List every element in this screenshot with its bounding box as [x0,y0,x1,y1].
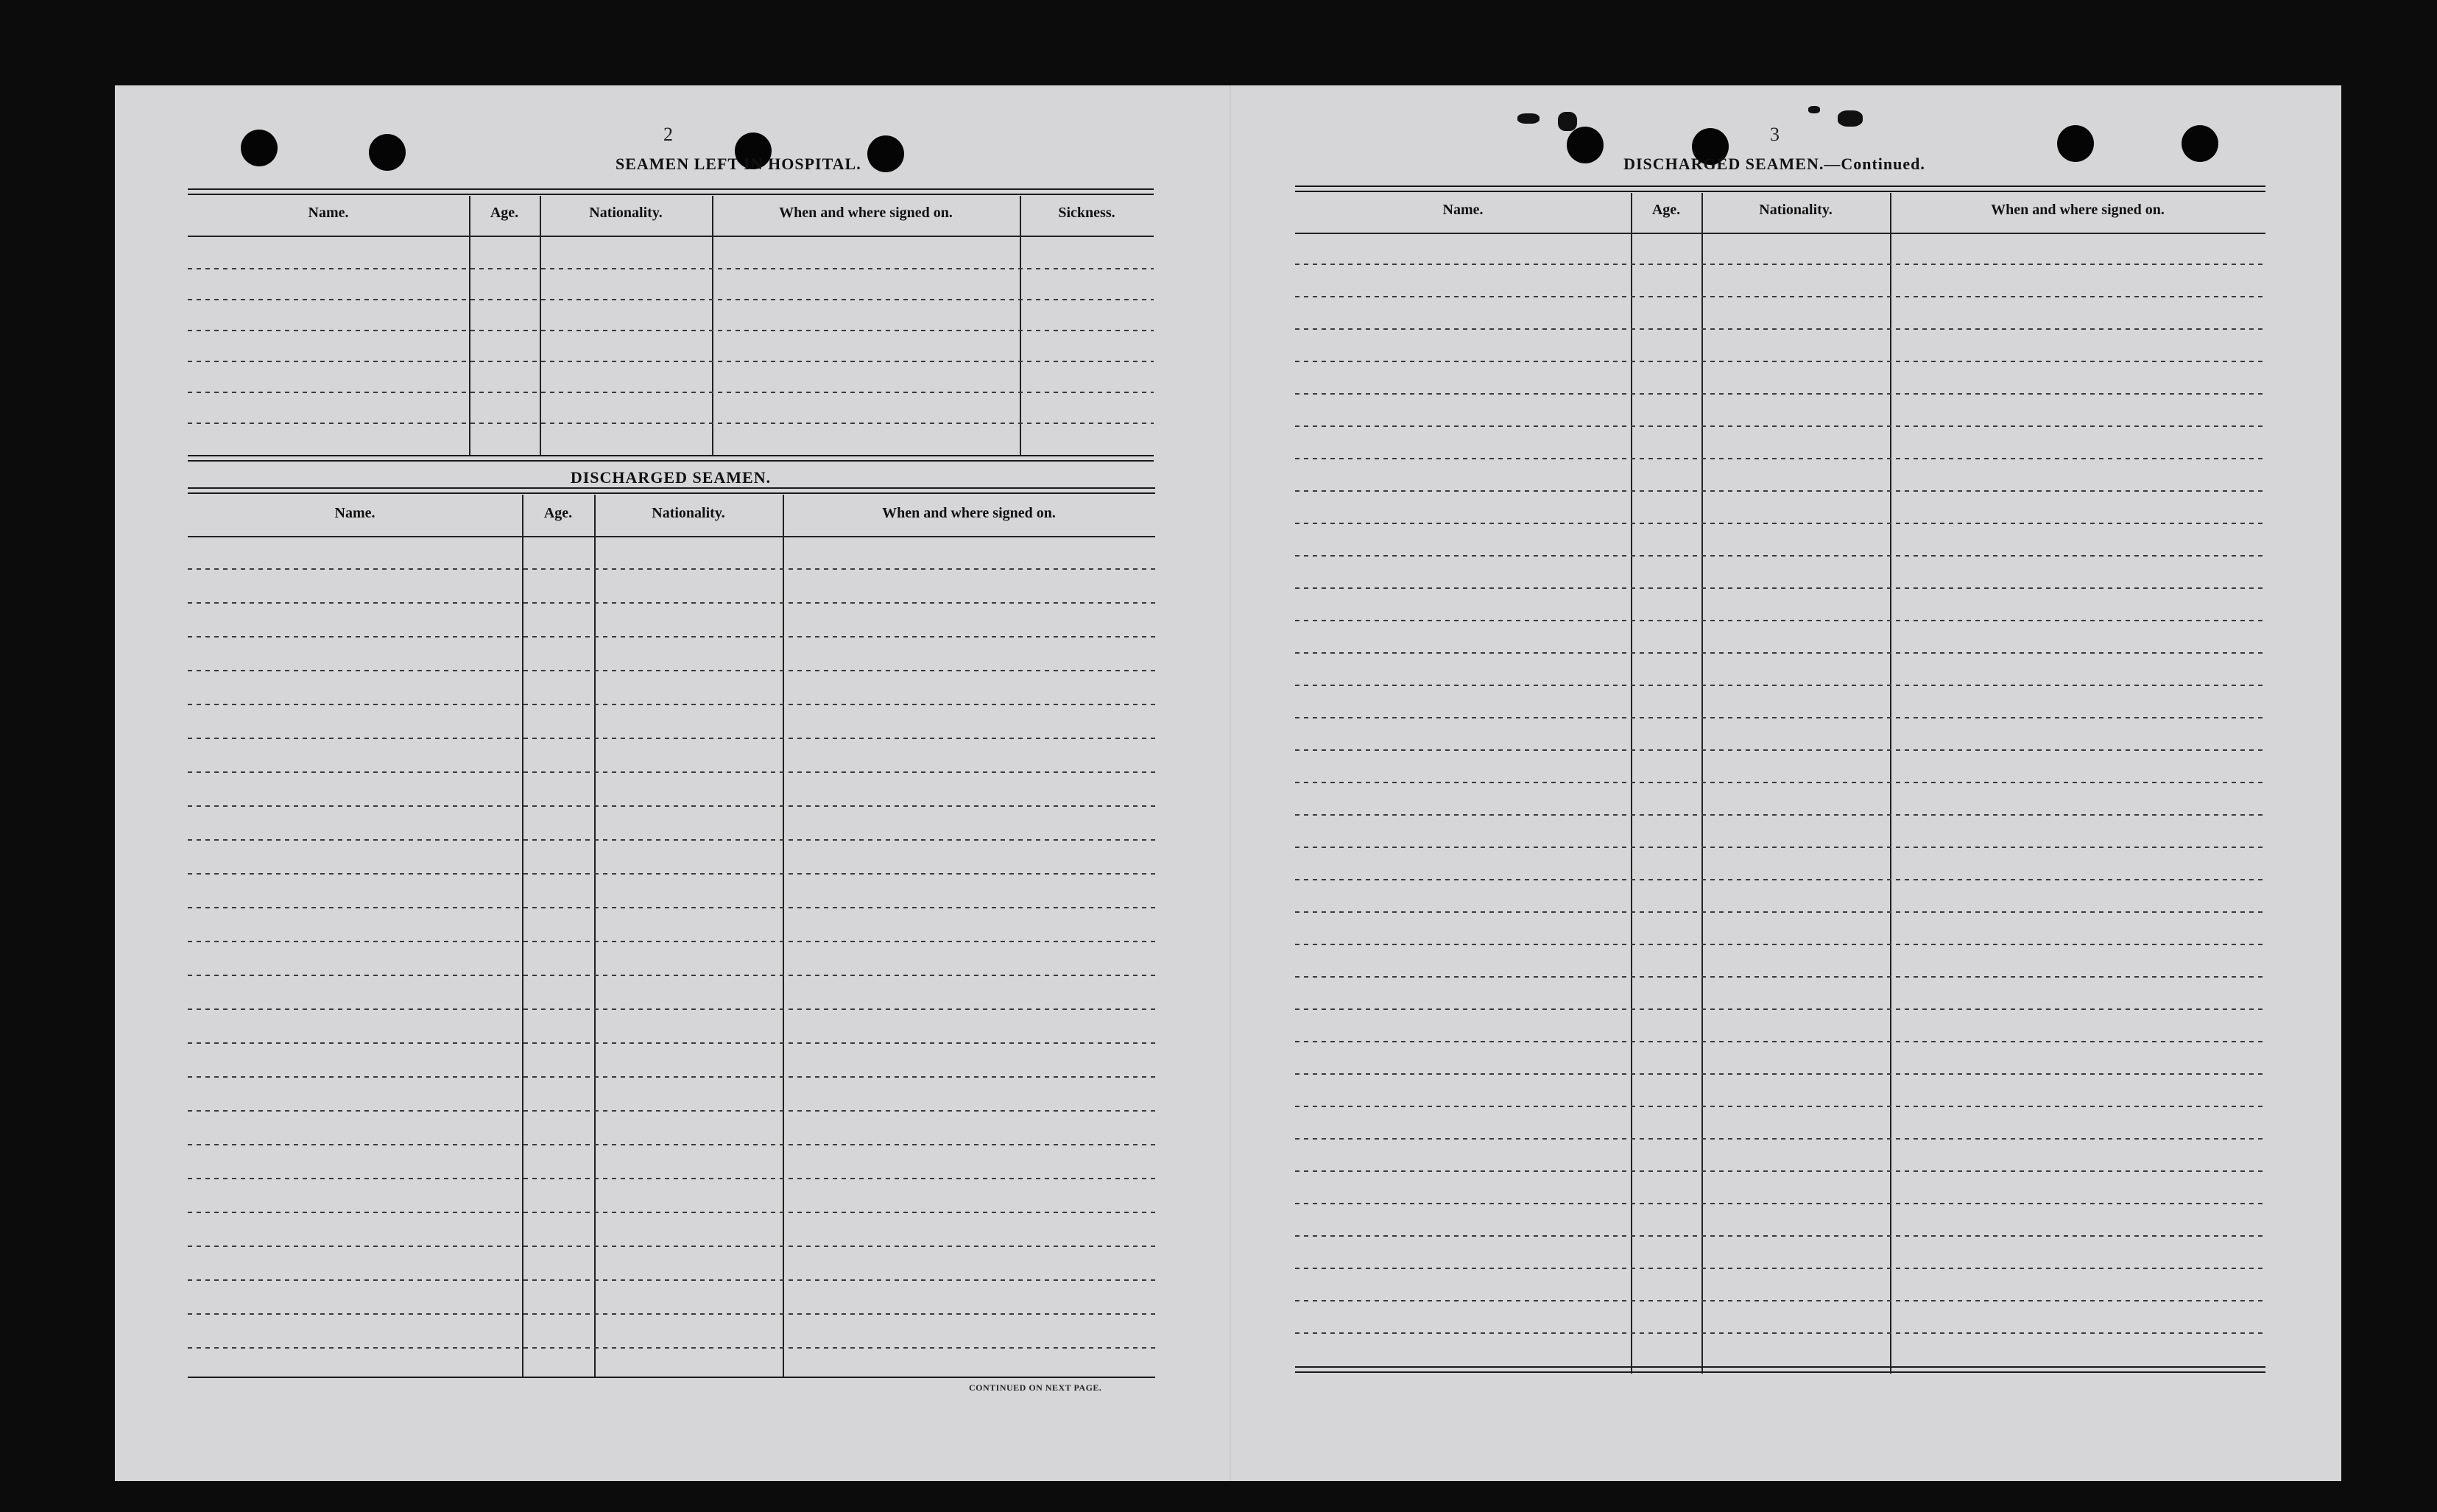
column-header-age: Age. [1651,202,1681,218]
entry-line [1295,425,2265,427]
entry-line [1295,652,2265,654]
continued-note: CONTINUED ON NEXT PAGE. [969,1382,1102,1393]
entry-line [188,602,1155,604]
entry-line [188,1279,1155,1281]
page-number-right: 3 [1770,124,1780,145]
entry-line [1295,911,2265,913]
column-header-nationality: Nationality. [652,505,725,521]
column-header-nationality: Nationality. [1759,202,1833,218]
entry-line [1295,1203,2265,1204]
entry-line [1295,1235,2265,1237]
entry-line [188,670,1155,671]
entry-line [1295,1332,2265,1334]
column-divider [540,196,541,455]
entry-line [1295,976,2265,978]
entry-line [1295,1008,2265,1010]
discharged-continued-title: DISCHARGED SEAMEN.—Continued. [1623,155,1925,173]
column-header-name: Name. [308,205,349,221]
column-divider [1020,196,1021,455]
column-header-signed-on: When and where signed on. [882,505,1056,521]
entry-line [1295,490,2265,492]
entry-line [1295,1170,2265,1172]
entry-line [1295,1041,2265,1042]
header-rule [188,536,1155,537]
hospital-section-title: SEAMEN LEFT IN HOSPITAL. [616,155,861,173]
header-rule [188,236,1154,237]
column-divider [594,495,596,1377]
column-header-name: Name. [1442,202,1484,218]
punch-hole [2182,125,2218,162]
column-header-sickness: Sickness. [1058,205,1115,221]
entry-line [188,392,1154,393]
entry-line [1295,749,2265,751]
hospital-table [188,188,1154,531]
discharged-table [188,487,1155,1385]
entry-line [188,839,1155,841]
punch-hole [867,135,904,172]
entry-line [1295,1300,2265,1301]
entry-line [188,636,1155,637]
entry-line [188,361,1154,362]
column-header-age: Age. [543,505,573,521]
entry-line [1295,1073,2265,1075]
column-divider [1890,193,1891,1374]
column-header-signed-on: When and where signed on. [779,205,953,221]
entry-line [1295,393,2265,395]
entry-line [1295,328,2265,330]
entry-line [188,873,1155,875]
entry-line [1295,361,2265,362]
entry-line [1295,523,2265,524]
entry-line [1295,555,2265,557]
entry-line [1295,879,2265,880]
column-divider [469,196,470,455]
entry-line [1295,264,2265,265]
ink-blot [1517,113,1540,124]
entry-line [188,941,1155,942]
entry-line [188,975,1155,976]
entry-line [188,907,1155,908]
entry-line [1295,685,2265,686]
ink-blot [1558,112,1577,131]
punch-hole [241,130,278,166]
entry-line [188,1347,1155,1349]
column-header-nationality: Nationality. [589,205,663,221]
entry-line [188,1042,1155,1044]
entry-line [188,1178,1155,1179]
entry-line [1295,1268,2265,1269]
punch-hole [1567,127,1604,163]
column-divider [783,495,784,1377]
entry-line [1295,1106,2265,1107]
entry-line [1295,944,2265,945]
column-divider [1631,193,1632,1374]
column-divider [522,495,523,1377]
entry-line [1295,587,2265,589]
discharged-section-title: DISCHARGED SEAMEN. [570,468,772,487]
ink-blot [1838,110,1863,127]
entry-line [1295,1138,2265,1140]
column-divider [1701,193,1703,1374]
entry-line [1295,620,2265,621]
punch-hole [2057,125,2094,162]
entry-line [188,738,1155,739]
entry-line [188,1212,1155,1213]
page-number-left: 2 [663,124,673,145]
entry-line [1295,296,2265,297]
column-divider [712,196,713,455]
entry-line [1295,717,2265,718]
entry-line [188,704,1155,705]
column-header-signed-on: When and where signed on. [1991,202,2165,218]
entry-line [188,1313,1155,1315]
entry-line [188,771,1155,773]
entry-line [188,1110,1155,1112]
entry-line [188,1144,1155,1145]
entry-line [188,805,1155,807]
column-header-name: Name. [334,505,375,521]
entry-line [188,1076,1155,1078]
column-header-age: Age. [490,205,519,221]
discharged-continued-table [1295,186,2265,1385]
header-rule [1295,233,2265,234]
entry-line [1295,782,2265,783]
entry-line [188,330,1154,331]
entry-line [188,299,1154,300]
entry-line [1295,814,2265,816]
entry-line [1295,847,2265,848]
entry-line [188,1008,1155,1010]
ledger-sheet [115,85,2341,1481]
entry-line [188,568,1155,570]
entry-line [188,423,1154,424]
punch-hole [369,134,406,171]
ink-blot [1808,106,1820,113]
entry-line [1295,458,2265,459]
entry-line [188,268,1154,269]
entry-line [188,1246,1155,1247]
